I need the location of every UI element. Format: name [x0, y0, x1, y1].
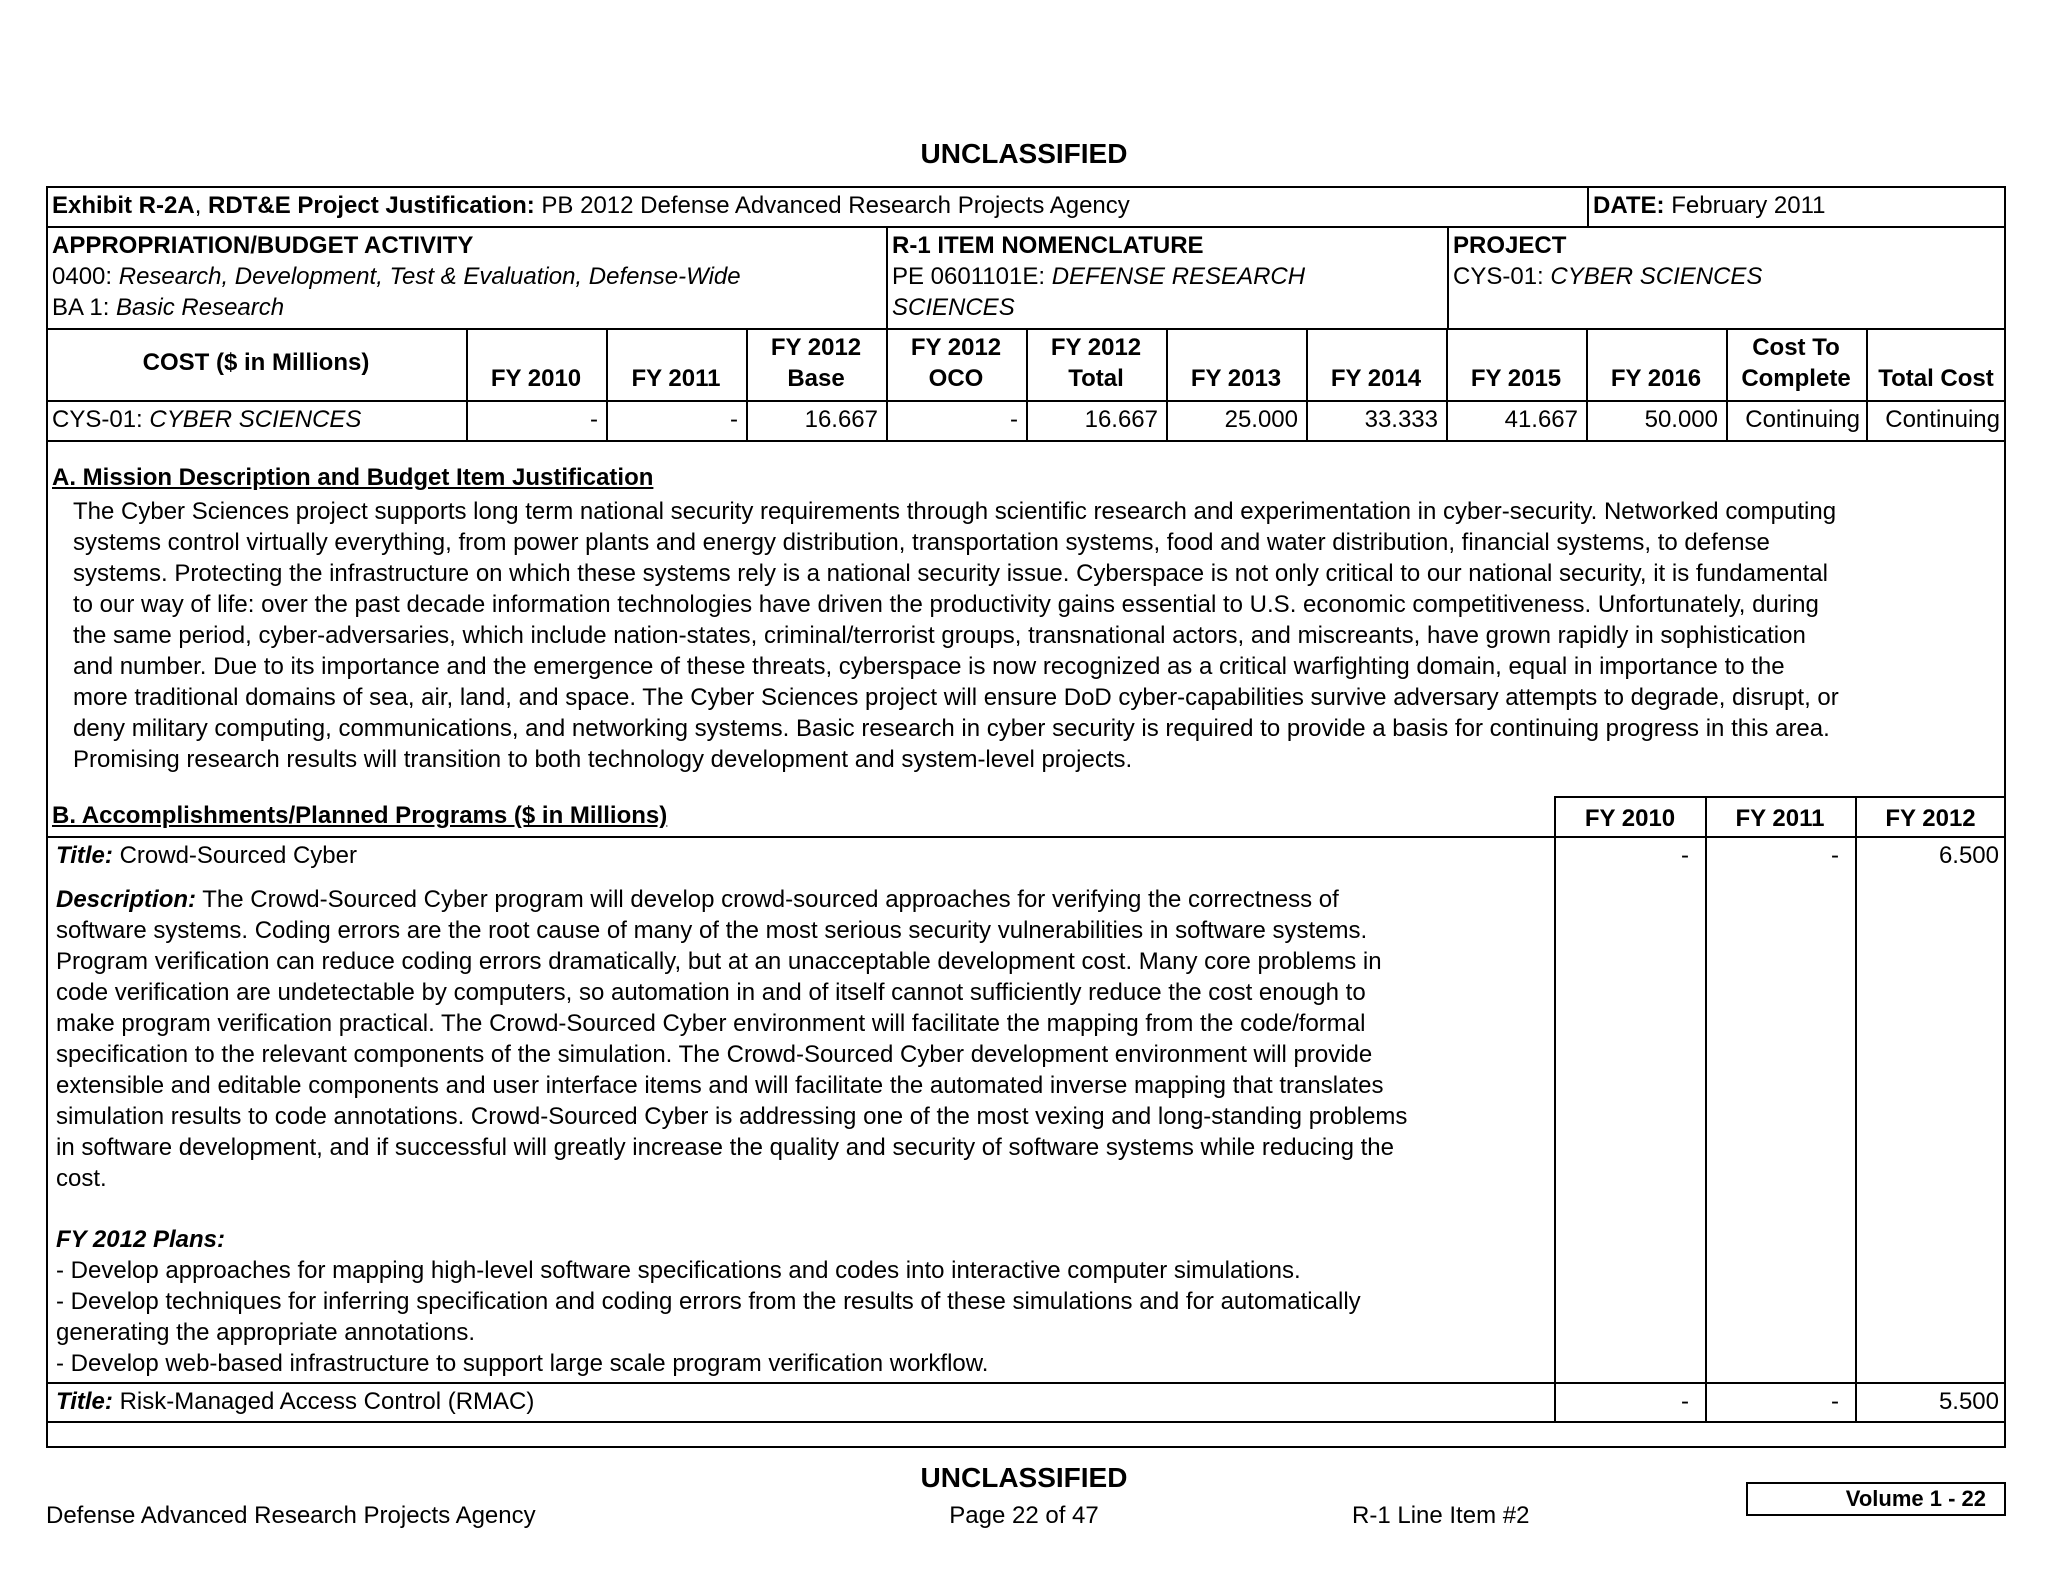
program-plans: FY 2012 Plans: - Develop approaches for mapping high-level software specifications and codes into interactive computer simulations. - Develop techniques for inferring specification and coding errors from the results of these simulations and for automatically generating the appropriate annotations. - Develop web-based infrastructure to support large scale program verification workflow.: [56, 1226, 1361, 1377]
cost-value: 25.000: [1224, 406, 1298, 433]
divider: [1855, 796, 1857, 1422]
cost-column-header: FY 2010: [490, 365, 582, 392]
divider: [886, 226, 888, 328]
program-title: Title: Crowd-Sourced Cyber: [56, 842, 357, 869]
cost-value: -: [730, 406, 738, 433]
project-label: PROJECT: [1453, 232, 1567, 259]
footer-page: Page 22 of 47: [949, 1502, 1099, 1529]
cost-value: -: [590, 406, 598, 433]
divider: [46, 440, 2006, 442]
cost-column-header: Cost To Complete: [1741, 334, 1851, 392]
divider: [46, 836, 2006, 838]
divider: [1554, 796, 2006, 798]
program-column-header: FY 2010: [1584, 805, 1676, 832]
classification-top: UNCLASSIFIED: [920, 138, 1128, 169]
cost-column-header: FY 2012 Base: [770, 334, 862, 392]
cost-header: COST ($ in Millions): [142, 349, 370, 376]
cost-column-header: FY 2016: [1610, 365, 1702, 392]
exhibit-date: DATE: February 2011: [1593, 192, 1826, 219]
divider: [1447, 226, 1449, 328]
program-value: 5.500: [1938, 1388, 1999, 1415]
divider: [46, 1382, 2006, 1384]
exhibit-title: Exhibit R-2A, RDT&E Project Justification: PB 2012 Defense Advanced Research Projects Agency: [52, 192, 1130, 219]
section-a-body: The Cyber Sciences project supports long term national security requirements through scientific research and experimentation in cyber-security. Networked computing systems control virtually everything, from power plants and energy distribution, transportation systems, food and water distribution, financial systems, to defense systems. Protecting the infrastructure on which these systems rely is a national security issue. Cyberspace is not only critical to our national security, it is fundamental to our way of life: over the past decade information technologies have driven the productivity gains essential to U.S. economic competitiveness. Unfortunately, during the same period, cyber-adversaries, which include nation-states, criminal/terrorist groups, transnational actors, and miscreants, have grown rapidly in sophistication and number. Due to its importance and the emergence of these threats, cyberspace is now recognized as a critical warfighting domain, equal in importance to the more traditional domains of sea, air, land, and space. The Cyber Sciences project will ensure DoD cyber-capabilities survive adversary attempts to degrade, disrupt, or deny military computing, communications, and networking systems. Basic research in cyber security is required to provide a basis for continuing progress in this area. Promising research results will transition to both technology development and system-level projects.: [73, 498, 1839, 773]
program-value: -: [1681, 842, 1689, 869]
cost-value: 41.667: [1504, 406, 1578, 433]
cost-value: Continuing: [1745, 406, 1860, 433]
r1-value-line2: SCIENCES: [892, 294, 1015, 321]
cost-column-header: FY 2013: [1190, 365, 1282, 392]
cost-value: -: [1010, 406, 1018, 433]
program-column-header: FY 2011: [1735, 805, 1825, 832]
r1-label: R-1 ITEM NOMENCLATURE: [892, 232, 1204, 259]
footer-agency: Defense Advanced Research Projects Agency: [46, 1502, 536, 1529]
cost-column-header: FY 2012 OCO: [910, 334, 1002, 392]
divider: [1705, 796, 1707, 1422]
footer-line-item: R-1 Line Item #2: [1352, 1502, 1530, 1529]
program-title: Title: Risk-Managed Access Control (RMAC): [56, 1388, 535, 1415]
program-description: Description: The Crowd-Sourced Cyber program will develop crowd-sourced approaches for verifying the correctness of software systems. Coding errors are the root cause of many of the most serious security vulnerabilities in software systems. Program verification can reduce coding errors dramatically, but at an unacceptable development cost. Many core problems in code verification are undetectable by computers, so automation in and of itself cannot sufficiently reduce the cost enough to make program verification practical. The Crowd-Sourced Cyber environment will facilitate the mapping from the code/formal specification to the relevant components of the simulation. The Crowd-Sourced Cyber development environment will provide extensible and editable components and user interface items and will facilitate the automated inverse mapping that translates simulation results to code annotations. Crowd-Sourced Cyber is addressing one of the most vexing and long-standing problems in software development, and if successful will greatly increase the quality and security of software systems while reducing the cost.: [56, 886, 1408, 1192]
cost-value: 16.667: [1084, 406, 1158, 433]
r1-value: PE 0601101E: DEFENSE RESEARCH: [892, 263, 1306, 290]
cost-column-header: FY 2014: [1330, 365, 1422, 392]
cost-value: 33.333: [1364, 406, 1438, 433]
cost-column-header: Total Cost: [1878, 365, 1994, 392]
program-value: -: [1831, 842, 1839, 869]
cost-column-header: FY 2015: [1470, 365, 1562, 392]
budget-activity-value: BA 1: Basic Research: [52, 294, 285, 321]
divider: [46, 226, 2006, 228]
cost-column-header: FY 2011: [631, 365, 721, 392]
divider: [1554, 796, 1556, 1422]
cost-value: 16.667: [804, 406, 878, 433]
project-value: CYS-01: CYBER SCIENCES: [1453, 263, 1763, 290]
classification-bottom: UNCLASSIFIED: [920, 1462, 1128, 1493]
section-a-heading: A. Mission Description and Budget Item Justification: [52, 464, 654, 491]
footer-volume: Volume 1 - 22: [1746, 1482, 2006, 1516]
section-b-heading: B. Accomplishments/Planned Programs ($ in Millions): [52, 802, 668, 829]
cost-value: Continuing: [1885, 406, 2000, 433]
appropriation-label: APPROPRIATION/BUDGET ACTIVITY: [52, 232, 474, 259]
cost-row-label: CYS-01: CYBER SCIENCES: [52, 406, 362, 433]
appropriation-value: 0400: Research, Development, Test & Evaluation, Defense-Wide: [52, 263, 741, 290]
divider: [1587, 186, 1589, 226]
program-value: -: [1831, 1388, 1839, 1415]
program-value: -: [1681, 1388, 1689, 1415]
cost-value: 50.000: [1644, 406, 1718, 433]
program-value: 6.500: [1938, 842, 1999, 869]
divider: [46, 1421, 2006, 1423]
program-column-header: FY 2012: [1885, 805, 1976, 832]
cost-column-header: FY 2012 Total: [1050, 334, 1142, 392]
